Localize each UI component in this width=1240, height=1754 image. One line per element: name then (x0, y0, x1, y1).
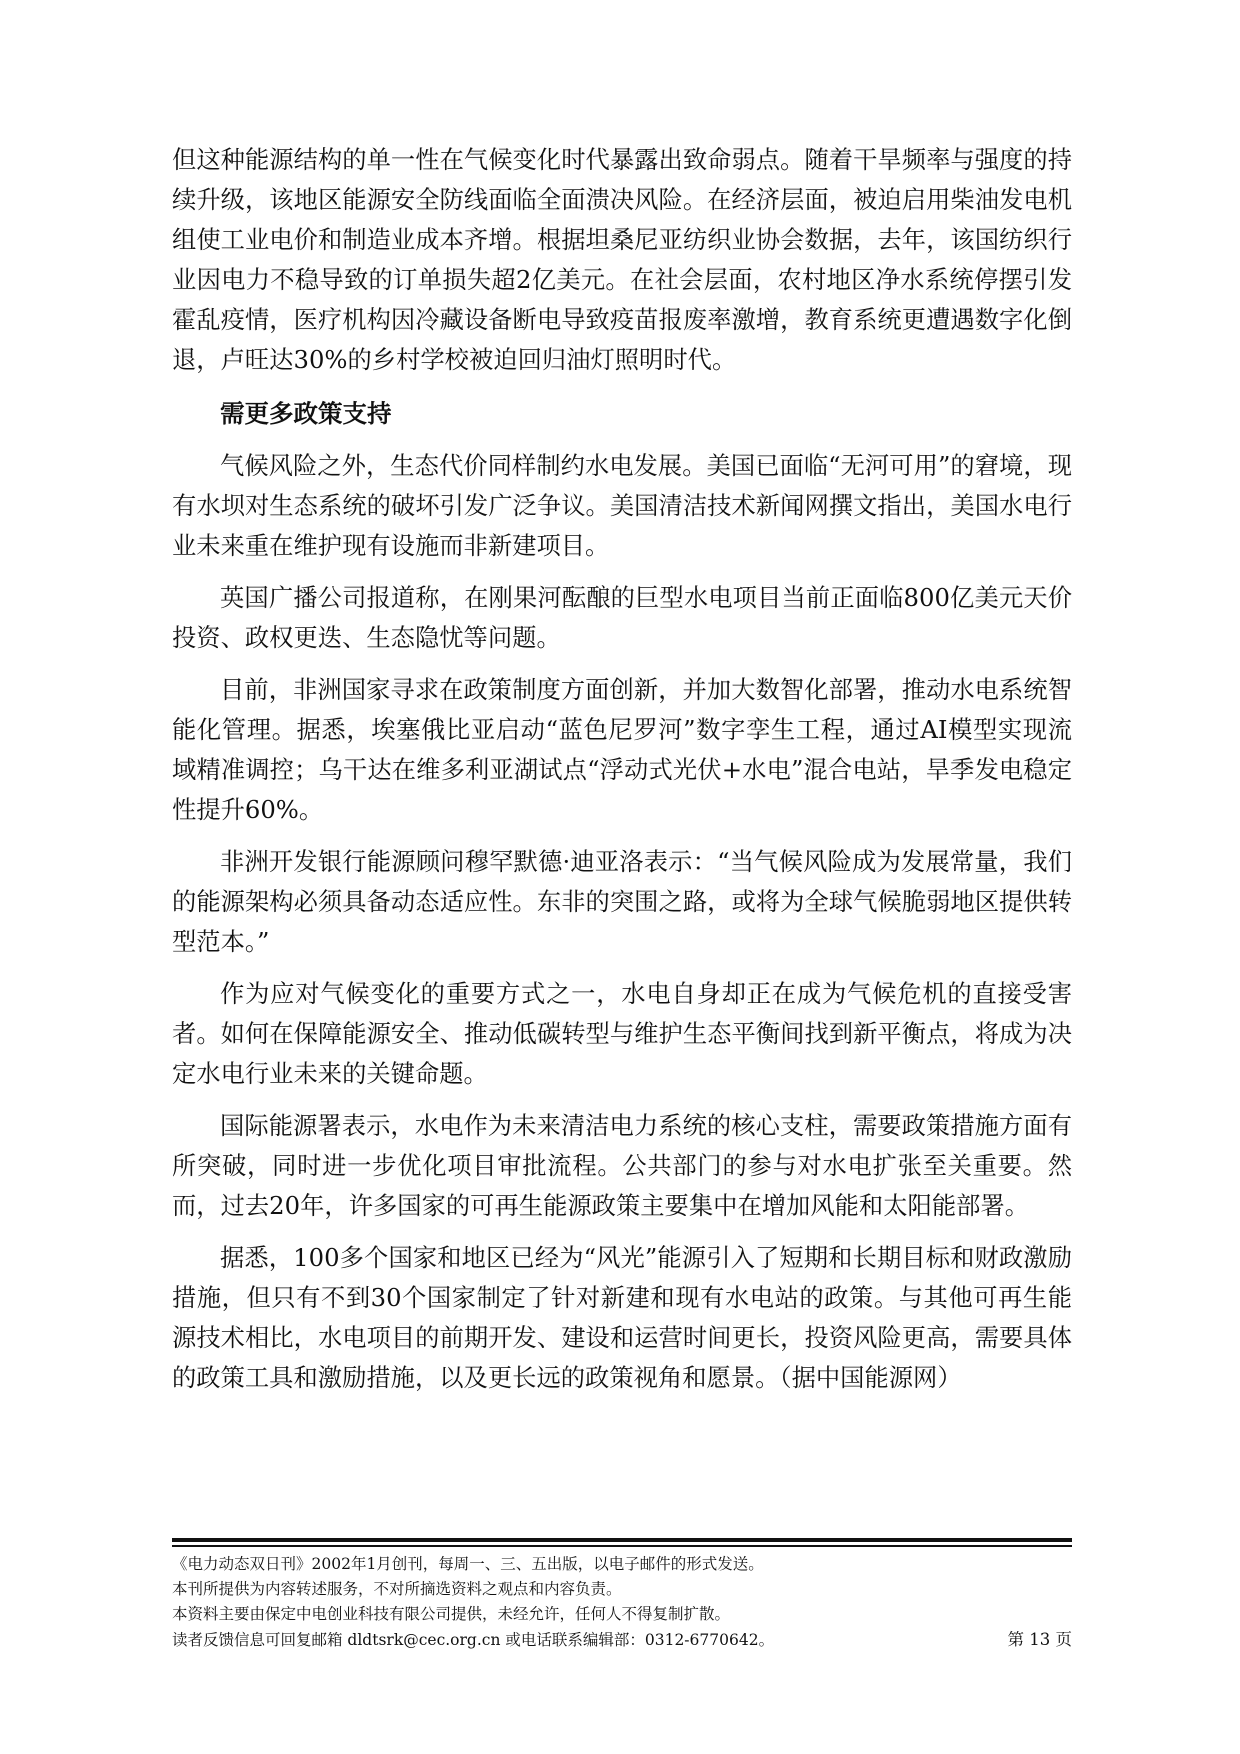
paragraph-2: 气候风险之外，生态代价同样制约水电发展。美国已面临“无河可用”的窘境，现有水坝对生态系统的破坏引发广泛争议。美国清洁技术新闻网撰文指出，美国水电行业未来重在维护现有设施而非新建项目。 (172, 451, 1072, 560)
paragraph-3: 英国广播公司报道称，在刚果河酝酿的巨型水电项目当前正面临800亿美元天价投资、政权更迭、生态隐忧等问题。 (172, 583, 1072, 652)
footer-disclaimer: 本刊所提供为内容转述服务，不对所摘选资料之观点和内容负责。 (172, 1580, 622, 1598)
footer-divider-thin (172, 1545, 1072, 1547)
footer-publication-info: 《电力动态双日刊》2002年1月创刊，每周一、三、五出版，以电子邮件的形式发送。 (172, 1555, 764, 1573)
footer (172, 1552, 1072, 1653)
paragraph-4: 目前，非洲国家寻求在政策制度方面创新，并加大数智化部署，推动水电系统智能化管理。据悉，埃塞俄比亚启动“蓝色尼罗河”数字孪生工程，通过AI模型实现流域精准调控；乌干达在维多利亚湖试点“浮动式光伏+水电”混合电站，旱季发电稳定性提升60%。 (172, 675, 1072, 824)
paragraph-8: 据悉，100多个国家和地区已经为“风光”能源引入了短期和长期目标和财政激励措施，但只有不到30个国家制定了针对新建和现有水电站的政策。与其他可再生能源技术相比，水电项目的前期开发、建设和运营时间更长，投资风险更高，需要具体的政策工具和激励措施，以及更长远的政策视角和愿景。（据中国能源网） (172, 1243, 1072, 1392)
section-heading: 需更多政策支持 (220, 399, 392, 428)
paragraph-7: 国际能源署表示，水电作为未来清洁电力系统的核心支柱，需要政策措施方面有所突破，同时进一步优化项目审批流程。公共部门的参与对水电扩张至关重要。然而，过去20年，许多国家的可再生能源政策主要集中在增加风能和太阳能部署。 (172, 1111, 1072, 1220)
paragraph-5: 非洲开发银行能源顾问穆罕默德·迪亚洛表示：“当气候风险成为发展常量，我们的能源架构必须具备动态适应性。东非的突围之路，或将为全球气候脆弱地区提供转型范本。” (172, 847, 1072, 956)
footer-contact-row (172, 1627, 1072, 1653)
footer-copyright: 本资料主要由保定中电创业科技有限公司提供，未经允许，任何人不得复制扩散。 (172, 1605, 731, 1623)
article-body (172, 140, 1072, 1398)
footer-contact: 读者反馈信息可回复邮箱 dldtsrk@cec.org.cn 或电话联系编辑部：0312-6770642。 (172, 1631, 775, 1649)
paragraph-6: 作为应对气候变化的重要方式之一，水电自身却正在成为气候危机的直接受害者。如何在保障能源安全、推动低碳转型与维护生态平衡间找到新平衡点，将成为决定水电行业未来的关键命题。 (172, 979, 1072, 1088)
footer-divider-thick (172, 1538, 1072, 1542)
page-number: 第 13 页 (1007, 1630, 1072, 1649)
paragraph-1: 但这种能源结构的单一性在气候变化时代暴露出致命弱点。随着干旱频率与强度的持续升级，该地区能源安全防线面临全面溃决风险。在经济层面，被迫启用柴油发电机组使工业电价和制造业成本齐增。根据坦桑尼亚纺织业协会数据，去年，该国纺织行业因电力不稳导致的订单损失超2亿美元。在社会层面，农村地区净水系统停摆引发霍乱疫情，医疗机构因冷藏设备断电导致疫苗报废率激增，教育系统更遭遇数字化倒退，卢旺达30%的乡村学校被迫回归油灯照明时代。 (172, 145, 1072, 374)
